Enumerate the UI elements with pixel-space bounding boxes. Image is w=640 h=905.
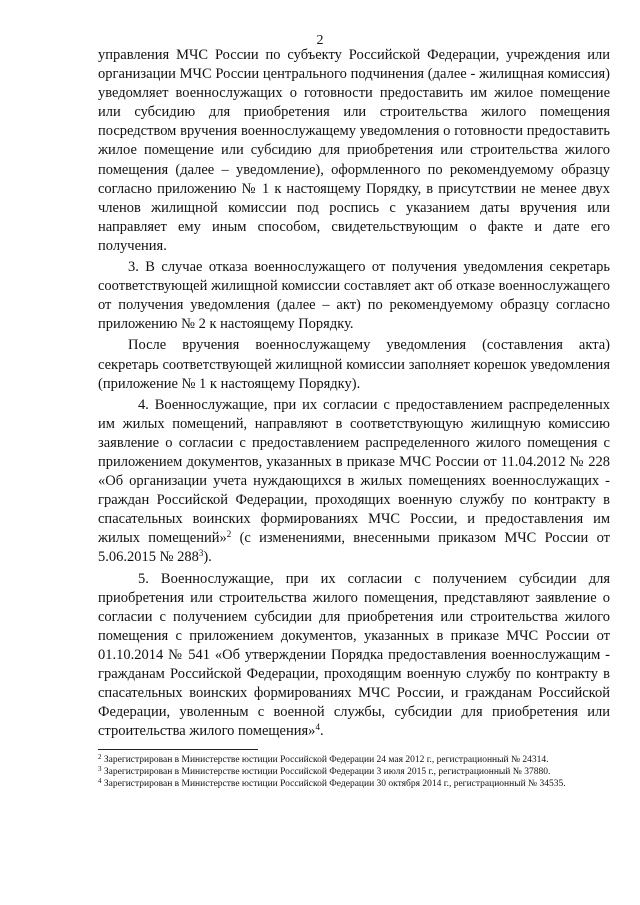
paragraph-4-amendment: (с изменениями, внесенными приказом МЧС России от 5.06.2015 № 288 [98, 530, 610, 566]
paragraph-5-end: . [319, 723, 324, 740]
footnote-2 [98, 754, 610, 766]
paragraph-4-end: ). [203, 549, 212, 566]
footnote-text: Зарегистрирован в Министерстве юстиции Российской Федерации 3 июля 2015 г., регистрационный № 37880. [101, 767, 551, 777]
footnote-text: Зарегистрирован в Министерстве юстиции Российской Федерации 24 мая 2012 г., регистрационный № 24314. [101, 755, 549, 765]
footnote-ref-4: 4 [315, 722, 320, 733]
footnote-ref-3: 3 [198, 548, 204, 559]
footnote-divider [98, 749, 258, 750]
paragraph-intro: управления МЧС России по субъекту Российской Федерации, учреждения или организации МЧС России центрального подчинения (далее - жилищная комиссия) уведомляет военнослужащих о готовности предоставить им жилое помещение или субсидию для приобретения или строительства жилого помещения посредством вручения военнослужащему уведомления о готовности предоставить жилое помещение или субсидию для приобретения или строительства жилого помещения (далее – уведомление), оформленного по рекомендуемому образцу согласно приложению № 1 к настоящему Порядку, в присутствии не менее двух членов жилищной комиссии под роспись с указанием даты вручения или направляет ему иным способом, свидетельствующим о факте и дате его получения. [98, 47, 610, 254]
footnote-number: 3 [98, 765, 102, 773]
page-number: 2 [316, 33, 324, 48]
footnote-ref-2: 2 [226, 529, 232, 540]
document-body [98, 46, 610, 741]
paragraph-5 [98, 570, 610, 742]
paragraph-4 [98, 396, 610, 568]
footnote-number: 4 [98, 777, 102, 785]
paragraph-5-text: 5. Военнослужащие, при их согласии с получением субсидии для приобретения или строительства жилого помещения, представляют заявление о согласии с получением субсидии для приобретения или строительства жилого помещения с приложением документов, указанных в приказе МЧС России от 01.10.2014 № 541 «Об утверждении Порядка предоставления военнослужащим - гражданам Российской Федерации, проходящим военную службу по контракту в спасательных воинских формированиях МЧС России, и гражданам Российской Федерации, уволенным с военной службы, субсидии для приобретения или строительства жилого помещения» [98, 570, 610, 740]
footnote-3 [98, 766, 610, 778]
footnote-number: 2 [98, 753, 102, 761]
paragraph-4-text: 4. Военнослужащие, при их согласии с предоставлением распределенных им жилых помещений, направляют в соответствующую жилищную комиссию заявление о согласии с предоставлением распределенного жилого помещения с приложением документов, указанных в приказе МЧС России от 11.04.2012 № 228 «Об организации учета нуждающихся в жилых помещениях военнослужащих - граждан Российской Федерации, проходящих военную службу по контракту в спасательных воинских формированиях МЧС России, и предоставления им жилых помещений» [98, 396, 610, 547]
footnotes [98, 754, 610, 790]
paragraph-after-delivery: После вручения военнослужащему уведомления (составления акта) секретарь соответствующей жилищной комиссии заполняет корешок уведомления (приложение № 1 к настоящему Порядку). [98, 337, 610, 392]
footnote-4 [98, 778, 610, 790]
paragraph-3: 3. В случае отказа военнослужащего от получения уведомления секретарь соответствующей жилищной комиссии составляет акт об отказе военнослужащего от получения уведомления (далее – акт) по рекомендуемому образцу согласно приложению № 2 к настоящему Порядку. [98, 259, 610, 333]
footnote-text: Зарегистрирован в Министерстве юстиции Российской Федерации 30 октября 2014 г., регистрационный № 34535. [101, 779, 566, 789]
